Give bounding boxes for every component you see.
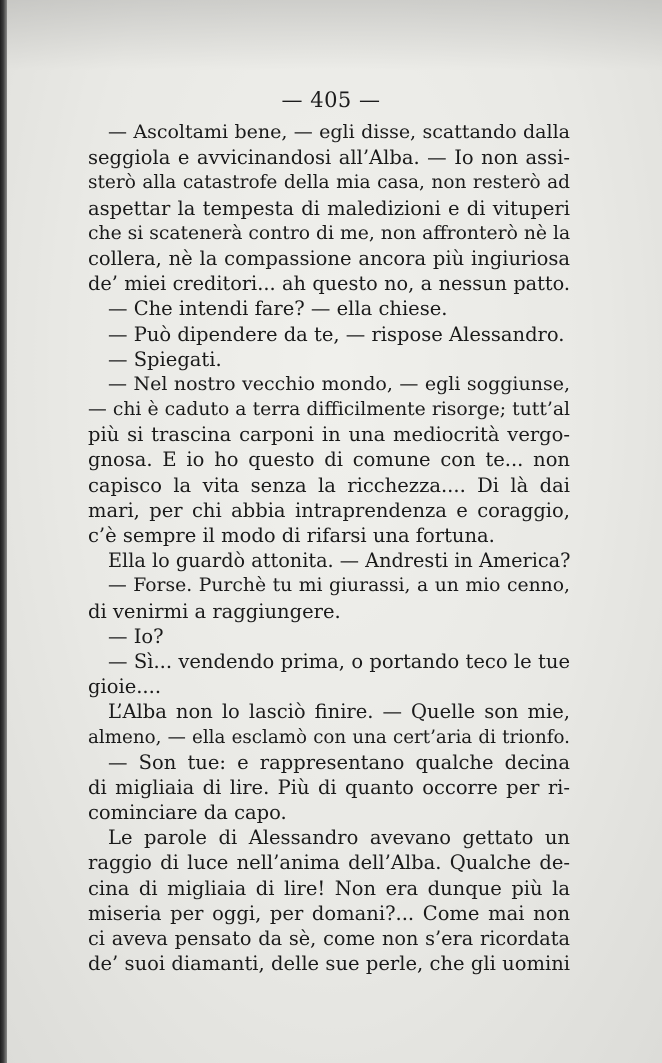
text-line: — chi è caduto a terra difficilmente risorge; tutt’al [88,399,570,421]
text-line: che si scatenerà contro di me, non affronterò nè la [88,222,571,244]
text-line: aspettar la tempesta di maledizioni e di vituperi [88,196,570,220]
page-number: — 405 — [281,88,381,112]
text-line: — Ascoltami bene, — egli disse, scattando dalla [108,121,570,143]
text-line: c’è sempre il modo di rifarsi una fortuna. [88,524,495,547]
binding-edge [0,0,7,1063]
text-line: di migliaia di lire. Più di quanto occorre per ri- [88,775,570,799]
text-line: — Che intendi fare? — ella chiese. [108,297,448,321]
text-line: — Può dipendere da te, — rispose Alessandro. [108,322,565,346]
text-line: — Forse. Purchè tu mi giurassi, a un mio cenno, [108,575,570,597]
text-line: almeno, — ella esclamò con una cert’aria di trionfo. [88,726,570,748]
text-line: L’Alba non lo lasciò finire. — Quelle son mie, [108,700,570,724]
text-line: cina di migliaia di lire! Non era dunque più la [88,876,570,900]
text-line: miseria per oggi, per domani?... Come mai non [88,901,570,925]
text-line: raggio di luce nell’anima dell’Alba. Qualche de- [88,851,570,875]
text-line: — Io? [108,624,164,648]
text-line: seggiola e avvicinandosi all’Alba. — Io non assi- [88,146,570,170]
text-line: sterò alla catastrofe della mia casa, non resterò ad [88,172,570,194]
text-line: più si trascina carponi in una mediocrità vergo- [88,423,570,447]
text-line: Le parole di Alessandro avevano gettato un [108,826,570,850]
body-text [88,120,570,976]
text-line: — Nel nostro vecchio mondo, — egli soggiunse, [108,372,570,395]
text-line: collera, nè la compassione ancora più ingiuriosa [88,246,570,270]
text-line: de’ miei creditori... ah questo no, a nessun patto. [88,272,570,296]
text-line: capisco la vita senza la ricchezza.... Di là dai [88,473,570,497]
text-line: ci aveva pensato da sè, come non s’era ricordata [88,927,570,950]
text-line: cominciare da capo. [88,801,287,825]
text-line: — Sì... vendendo prima, o portando teco le tue [108,649,570,673]
text-line: de’ suoi diamanti, delle sue perle, che gli uomini [88,952,570,976]
text-line: di venirmi a raggiungere. [88,599,341,623]
scan-shadow [0,0,662,70]
text-line: — Spiegati. [108,347,222,371]
text-line: mari, per chi abbia intraprendenza e coraggio, [88,498,570,522]
text-line: — Son tue: e rappresentano qualche decina [108,750,570,774]
text-line: gioie.... [88,675,162,699]
text-line: Ella lo guardò attonita. — Andresti in America? [108,549,571,573]
text-line: gnosa. E io ho questo di comune con te... non [88,448,570,472]
